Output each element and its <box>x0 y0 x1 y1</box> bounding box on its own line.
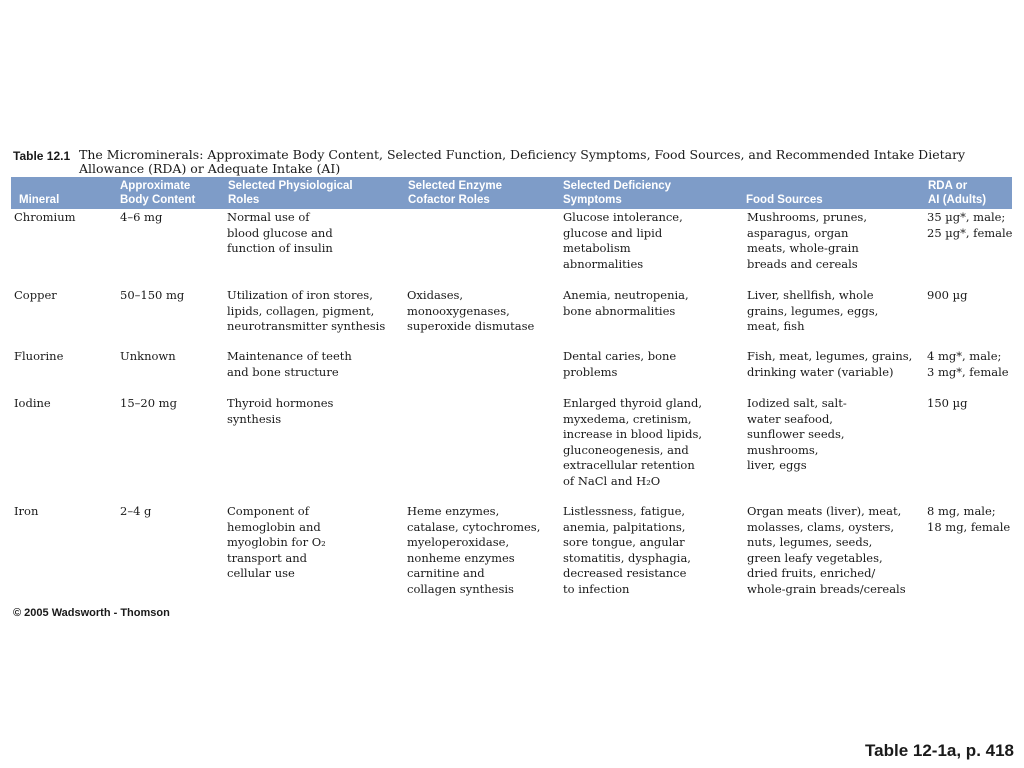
cell-food-sources: Organ meats (liver), meat, molasses, clams, oysters, nuts, legumes, seeds, green leafy vegetables, dried fruits, enriched/ whole-grain breads/cereals <box>747 504 906 596</box>
cell-body-content: 4–6 mg <box>120 210 163 224</box>
cell-food-sources: Liver, shellfish, whole grains, legumes, eggs, meat, fish <box>747 288 879 333</box>
table-title: The Microminerals: Approximate Body Content, Selected Function, Deficiency Symptoms, Food Sources, and Recommended Intake Dietary Allowance (RDA) or Adequate Intake (AI) <box>79 147 966 176</box>
cell-rda: 35 µg*, male; 25 µg*, female <box>927 210 1013 240</box>
cell-enzyme-roles: Heme enzymes, catalase, cytochromes, myeloperoxidase, nonheme enzymes carnitine and collagen synthesis <box>407 504 541 596</box>
table-header <box>11 177 1012 209</box>
cell-rda: 4 mg*, male; 3 mg*, female <box>927 349 1009 379</box>
column-header-rda: RDA or AI (Adults) <box>928 180 987 206</box>
cell-physiological-roles: Thyroid hormones synthesis <box>227 396 334 426</box>
cell-enzyme-roles: Oxidases, monooxygenases, superoxide dismutase <box>407 288 535 333</box>
cell-mineral: Iodine <box>14 396 51 410</box>
table-caption <box>13 148 1013 176</box>
cell-rda: 8 mg, male; 18 mg, female <box>927 504 1011 534</box>
cell-food-sources: Iodized salt, salt- water seafood, sunflower seeds, mushrooms, liver, eggs <box>747 396 847 472</box>
cell-mineral: Chromium <box>14 210 76 224</box>
cell-mineral: Iron <box>14 504 39 518</box>
page-reference: Table 12-1a, p. 418 <box>865 741 1014 760</box>
column-header-enzyme-roles: Selected Enzyme Cofactor Roles <box>408 180 502 206</box>
cell-mineral: Fluorine <box>14 349 64 363</box>
column-header-physiological-roles: Selected Physiological Roles <box>228 180 353 206</box>
column-header-body-content: Approximate Body Content <box>120 180 196 206</box>
cell-food-sources: Mushrooms, prunes, asparagus, organ meats, whole-grain breads and cereals <box>747 210 867 271</box>
cell-deficiency-symptoms: Dental caries, bone problems <box>563 349 677 379</box>
cell-physiological-roles: Normal use of blood glucose and function of insulin <box>227 210 333 255</box>
cell-deficiency-symptoms: Anemia, neutropenia, bone abnormalities <box>563 288 689 318</box>
cell-rda: 900 µg <box>927 288 968 302</box>
cell-physiological-roles: Maintenance of teeth and bone structure <box>227 349 352 379</box>
column-header-deficiency-symptoms: Selected Deficiency Symptoms <box>563 180 672 206</box>
cell-body-content: 2–4 g <box>120 504 152 518</box>
cell-body-content: 50–150 mg <box>120 288 185 302</box>
cell-body-content: 15–20 mg <box>120 396 177 410</box>
cell-food-sources: Fish, meat, legumes, grains, drinking water (variable) <box>747 349 913 379</box>
column-header-mineral: Mineral <box>19 194 60 206</box>
cell-physiological-roles: Component of hemoglobin and myoglobin for O₂ transport and cellular use <box>227 504 326 580</box>
cell-mineral: Copper <box>14 288 57 302</box>
cell-physiological-roles: Utilization of iron stores, lipids, collagen, pigment, neurotransmitter synthesis <box>227 288 386 333</box>
cell-rda: 150 µg <box>927 396 968 410</box>
cell-deficiency-symptoms: Listlessness, fatigue, anemia, palpitations, sore tongue, angular stomatitis, dysphagia, decreased resistance to infection <box>563 504 691 596</box>
cell-body-content: Unknown <box>120 349 176 363</box>
cell-deficiency-symptoms: Enlarged thyroid gland, myxedema, cretinism, increase in blood lipids, gluconeogenesis, and extracellular retention of NaCl and H₂O <box>563 396 703 488</box>
cell-deficiency-symptoms: Glucose intolerance, glucose and lipid metabolism abnormalities <box>563 210 683 271</box>
column-header-food-sources: Food Sources <box>746 194 823 206</box>
copyright-notice: © 2005 Wadsworth - Thomson <box>13 607 170 619</box>
table-number: Table 12.1 <box>13 149 71 163</box>
